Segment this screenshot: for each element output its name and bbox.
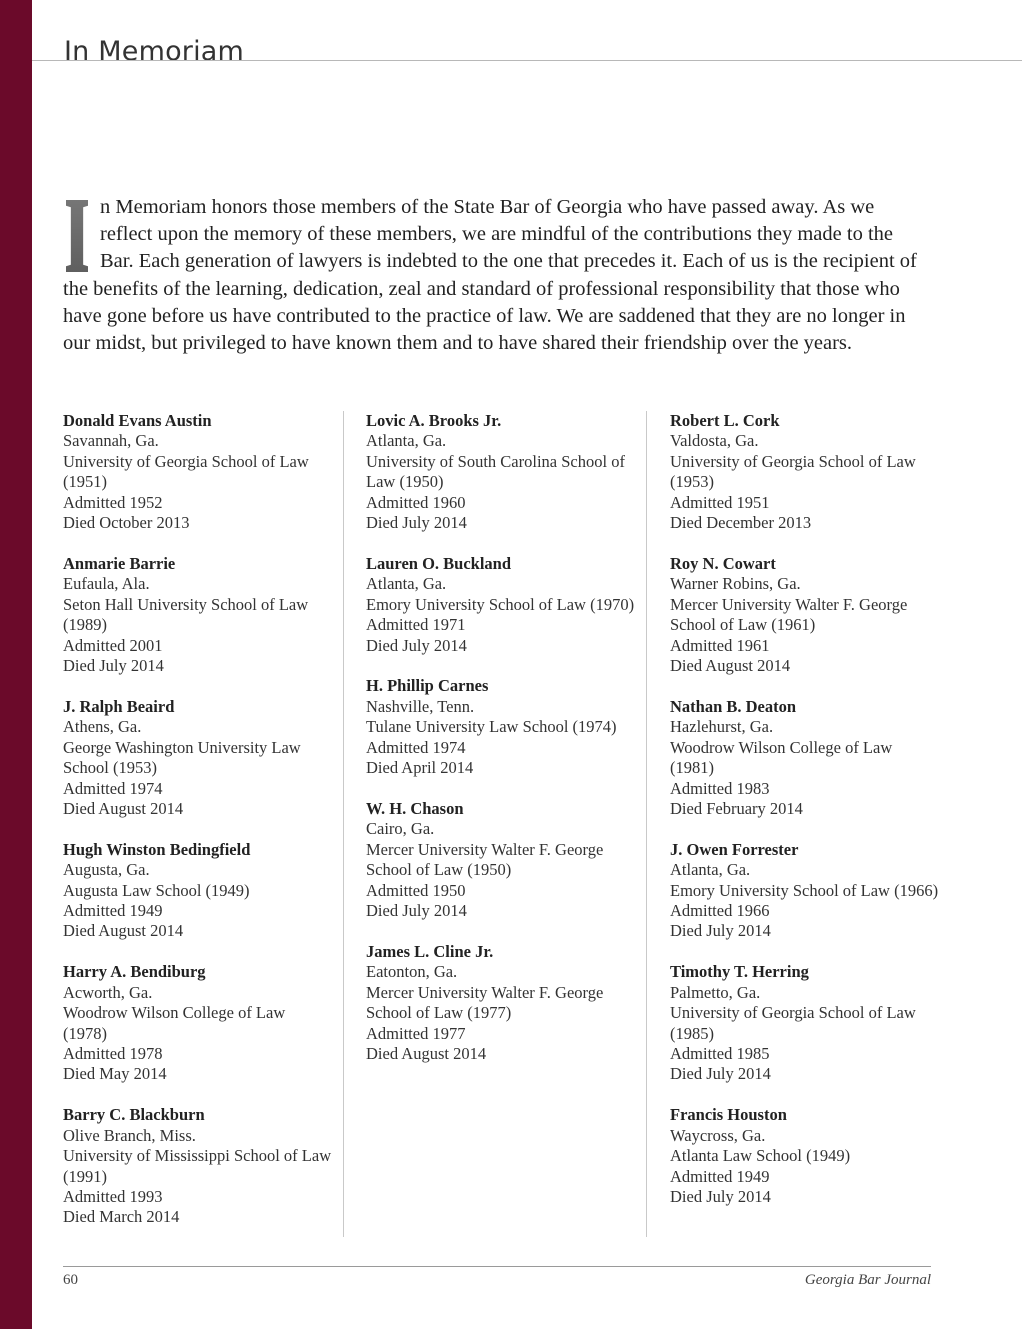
- memoriam-entry: [63, 697, 333, 819]
- member-name: Hugh Winston Bedingfield: [63, 839, 251, 859]
- memoriam-entry: [670, 411, 940, 533]
- column-divider: [646, 411, 647, 1237]
- member-admitted: Admitted 1983: [670, 778, 770, 798]
- page-title: In Memoriam: [64, 36, 245, 67]
- member-admitted: Admitted 1985: [670, 1043, 770, 1063]
- member-location: Eatonton, Ga.: [366, 962, 458, 982]
- member-location: Acworth, Ga.: [63, 982, 153, 1002]
- member-school: George Washington University Law School (1953): [63, 737, 301, 778]
- memoriam-entry: [670, 554, 940, 676]
- member-admitted: Admitted 1974: [63, 778, 163, 798]
- member-admitted: Admitted 1950: [366, 880, 466, 900]
- member-admitted: Admitted 1952: [63, 492, 163, 512]
- member-admitted: Admitted 1993: [63, 1186, 163, 1206]
- member-name: Robert L. Cork: [670, 411, 780, 430]
- page-number: 60: [63, 1272, 78, 1288]
- intro-paragraph: [63, 194, 923, 357]
- member-location: Atlanta, Ga.: [366, 431, 447, 451]
- member-name: Nathan B. Deaton: [670, 696, 797, 716]
- member-admitted: Admitted 1971: [366, 615, 466, 635]
- member-school: University of South Carolina School of Law (1950): [366, 451, 625, 492]
- member-location: Warner Robins, Ga.: [670, 574, 801, 594]
- memoriam-entry: [670, 962, 940, 1084]
- member-died: Died December 2013: [670, 513, 812, 533]
- member-admitted: Admitted 1977: [366, 1023, 466, 1043]
- member-died: Died August 2014: [366, 1043, 487, 1063]
- member-died: Died March 2014: [63, 1207, 180, 1227]
- member-died: Died July 2014: [366, 635, 467, 655]
- side-accent-bar: [0, 0, 32, 1329]
- member-name: Lauren O. Buckland: [366, 553, 512, 573]
- member-location: Augusta, Ga.: [63, 860, 150, 880]
- member-name: Timothy T. Herring: [670, 962, 809, 982]
- member-died: Died February 2014: [670, 798, 803, 818]
- member-school: University of Georgia School of Law (1985): [670, 1003, 916, 1043]
- member-name: James L. Cline Jr.: [366, 941, 494, 961]
- memoriam-entry: [63, 554, 333, 676]
- member-location: Hazlehurst, Ga.: [670, 717, 774, 737]
- member-location: Nashville, Tenn.: [366, 696, 475, 716]
- member-died: Died August 2014: [63, 921, 184, 941]
- member-school: Tulane University Law School (1974): [366, 717, 617, 737]
- member-died: Died August 2014: [670, 655, 791, 675]
- memoriam-entry: [670, 840, 940, 942]
- member-location: Atlanta, Ga.: [670, 860, 751, 880]
- member-admitted: Admitted 1951: [670, 492, 770, 512]
- member-admitted: Admitted 1960: [366, 492, 466, 512]
- member-died: Died August 2014: [63, 798, 184, 818]
- memoriam-entry: [366, 942, 636, 1064]
- member-school: Atlanta Law School (1949): [670, 1146, 851, 1166]
- member-location: Palmetto, Ga.: [670, 982, 761, 1002]
- member-location: Savannah, Ga.: [63, 431, 159, 451]
- member-location: Atlanta, Ga.: [366, 574, 447, 594]
- member-location: Athens, Ga.: [63, 717, 142, 737]
- member-admitted: Admitted 1961: [670, 635, 770, 655]
- journal-name: Georgia Bar Journal: [804, 1272, 931, 1288]
- member-name: J. Ralph Beaird: [63, 696, 175, 716]
- member-admitted: Admitted 1974: [366, 737, 466, 757]
- footer-rule: [63, 1266, 931, 1267]
- memoriam-entry: [366, 554, 636, 656]
- memoriam-entry: [63, 840, 333, 942]
- member-name: Lovic A. Brooks Jr.: [366, 411, 502, 430]
- member-died: Died July 2014: [63, 655, 164, 675]
- member-school: University of Mississippi School of Law (1991): [63, 1146, 332, 1186]
- member-school: Woodrow Wilson College of Law (1981): [670, 737, 893, 778]
- member-died: Died May 2014: [63, 1064, 167, 1084]
- member-location: Cairo, Ga.: [366, 819, 435, 839]
- member-died: Died July 2014: [670, 1064, 771, 1084]
- memoriam-entry: [366, 799, 636, 921]
- member-died: Died July 2014: [670, 921, 771, 941]
- intro-text: n Memoriam honors those members of the State Bar of Georgia who have passed away. As we reflect upon the memory of these members, we are mindful of the contributions they made to the Bar. Each generation of lawyers is indebted to the one that precedes it. Each of us is the recipient of the benefits of the learning, dedication, zeal and standard of professional responsibility that those who have gone before us have contributed to the practice of law. We are saddened that they are no longer in our midst, but privileged to have known them and to have shared their friendship over the years.: [63, 196, 917, 355]
- memoriam-entry: [63, 962, 333, 1084]
- member-school: Emory University School of Law (1966): [670, 880, 939, 900]
- member-name: Donald Evans Austin: [63, 411, 212, 430]
- member-location: Olive Branch, Miss.: [63, 1125, 196, 1145]
- memoriam-entry: [366, 676, 636, 778]
- member-died: Died July 2014: [366, 901, 467, 921]
- member-location: Waycross, Ga.: [670, 1125, 766, 1145]
- member-name: Harry A. Bendiburg: [63, 962, 206, 982]
- member-school: University of Georgia School of Law (1951): [63, 451, 309, 492]
- column-divider: [343, 411, 344, 1237]
- memoriam-entry: [63, 411, 333, 533]
- member-name: J. Owen Forrester: [670, 839, 799, 859]
- memoriam-entry: [670, 697, 940, 819]
- member-name: Barry C. Blackburn: [63, 1105, 205, 1125]
- member-location: Eufaula, Ala.: [63, 574, 150, 594]
- member-school: Mercer University Walter F. George School of Law (1950): [366, 839, 604, 880]
- member-name: Roy N. Cowart: [670, 553, 776, 573]
- member-admitted: Admitted 1966: [670, 901, 770, 921]
- member-died: Died July 2014: [670, 1186, 771, 1206]
- member-school: Mercer University Walter F. George School of Law (1961): [670, 594, 908, 635]
- header-rule: [32, 60, 1022, 61]
- column-3: [670, 411, 940, 1228]
- member-name: W. H. Chason: [366, 799, 464, 818]
- member-school: University of Georgia School of Law (1953): [670, 451, 916, 492]
- member-died: Died April 2014: [366, 758, 474, 778]
- member-admitted: Admitted 1949: [63, 901, 163, 921]
- member-school: Woodrow Wilson College of Law (1978): [63, 1003, 286, 1043]
- member-admitted: Admitted 1949: [670, 1166, 770, 1186]
- member-name: Francis Houston: [670, 1105, 787, 1125]
- member-school: Mercer University Walter F. George School of Law (1977): [366, 982, 604, 1023]
- memoriam-entry: [670, 1105, 940, 1207]
- member-died: Died October 2013: [63, 513, 190, 533]
- member-died: Died July 2014: [366, 513, 467, 533]
- member-name: Anmarie Barrie: [63, 553, 176, 573]
- member-school: Seton Hall University School of Law (1989): [63, 594, 309, 635]
- memoriam-entry: [366, 411, 636, 533]
- member-location: Valdosta, Ga.: [670, 431, 759, 451]
- column-1: [63, 411, 333, 1248]
- memoriam-entry: [63, 1105, 333, 1227]
- column-2: [366, 411, 636, 1085]
- member-admitted: Admitted 1978: [63, 1043, 163, 1063]
- member-school: Emory University School of Law (1970): [366, 594, 635, 614]
- member-admitted: Admitted 2001: [63, 635, 163, 655]
- member-name: H. Phillip Carnes: [366, 676, 489, 696]
- member-school: Augusta Law School (1949): [63, 880, 250, 900]
- drop-cap-i: [66, 200, 88, 272]
